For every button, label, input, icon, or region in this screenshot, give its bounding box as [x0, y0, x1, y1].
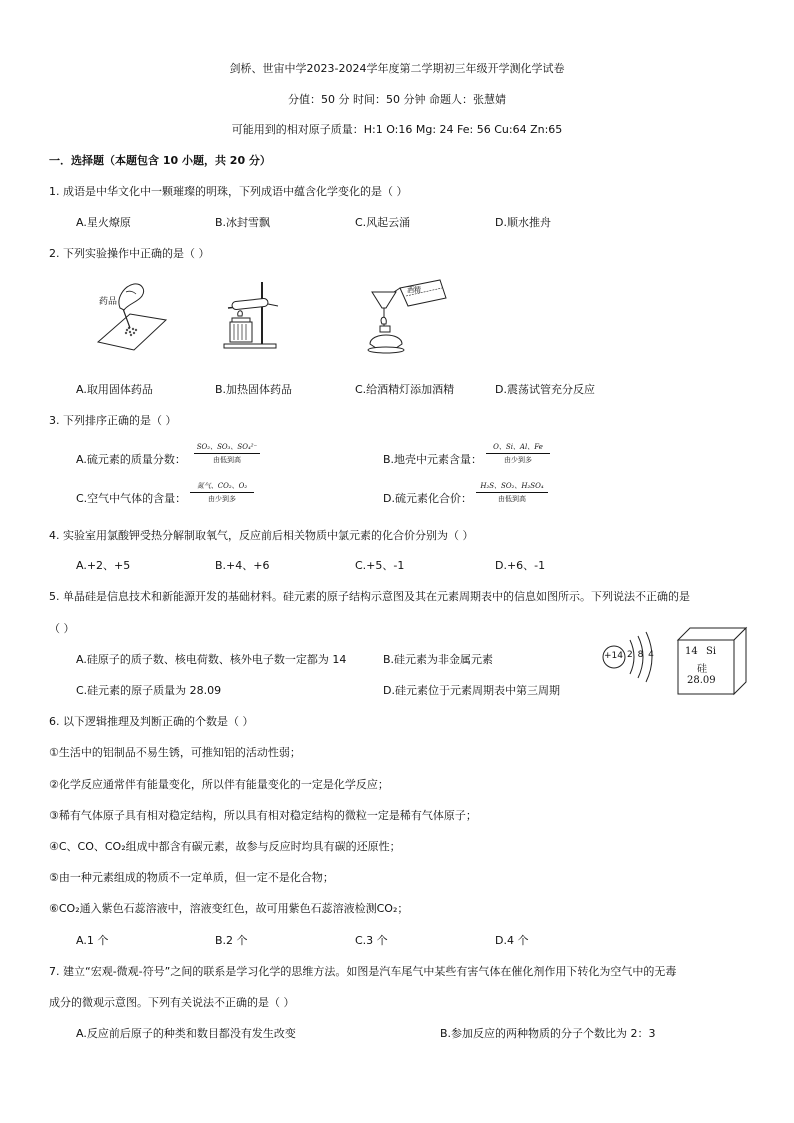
atom-nucleus: +14	[604, 651, 623, 661]
q7-option-a[interactable]: A.反应前后原子的种类和数目都没有发生改变	[76, 1027, 296, 1040]
q6-option-b[interactable]: B.2 个	[215, 934, 248, 947]
q6-item-5: ⑤由一种元素组成的物质不一定单质，但一定不是化合物；	[49, 871, 334, 884]
element-name: 硅	[697, 664, 707, 675]
q7-option-b[interactable]: B.参加反应的两种物质的分子个数比为 2：3	[440, 1027, 656, 1040]
q3-d-top: H₂S、SO₂、H₂SO₄	[480, 482, 544, 490]
element-mass: 28.09	[687, 675, 716, 686]
element-number: 14	[685, 646, 698, 657]
question-5-stem-1: 5. 单晶硅是信息技术和新能源开发的基础材料。硅元素的原子结构示意图及其在元素周期表中的信息如图所示。下列说法不正确的是	[49, 590, 690, 603]
exam-meta: 分值：50 分 时间：50 分钟 命题人：张慧婧	[288, 93, 506, 106]
q6-item-3: ③稀有气体原子具有相对稳定结构，所以具有相对稳定结构的微粒一定是稀有气体原子；	[49, 809, 477, 822]
q3-b-top: O、Si、Al、Fe	[493, 443, 543, 451]
q6-option-d[interactable]: D.4 个	[495, 934, 529, 947]
q4-option-d[interactable]: D.+6、-1	[495, 559, 546, 572]
q6-option-c[interactable]: C.3 个	[355, 934, 388, 947]
heating-setup-image	[218, 280, 288, 350]
question-5-stem-2: （ ）	[49, 622, 75, 635]
q3-c-top: 氮气、CO₂、O₂	[196, 482, 248, 490]
question-1-stem: 1. 成语是中华文化中一颗璀璨的明珠，下列成语中蕴含化学变化的是（ ）	[49, 185, 408, 198]
q3-a-bot: 由低到高	[213, 456, 241, 464]
q1-option-c[interactable]: C.风起云涌	[355, 216, 411, 229]
q3-option-d[interactable]: D.硫元素化合价：	[383, 492, 472, 505]
question-4-stem: 4. 实验室用氯酸钾受热分解制取氧气，反应前后相关物质中氯元素的化合价分别为（ ）	[49, 529, 474, 542]
question-7-stem-1: 7. 建立“宏观-微观-符号”之间的联系是学习化学的思维方法。如图是汽车尾气中某些有害气体在催化剂作用下转化为空气中的无毒	[49, 965, 677, 978]
solid-reagent-image	[90, 280, 180, 355]
q5-option-a[interactable]: A.硅原子的质子数、核电荷数、核外电子数一定都为 14	[76, 653, 347, 666]
q4-option-c[interactable]: C.+5、-1	[355, 559, 405, 572]
q5-option-d[interactable]: D.硅元素位于元素周期表中第三周期	[383, 684, 560, 697]
atomic-masses: 可能用到的相对原子质量：H:1 O:16 Mg: 24 Fe: 56 Cu:64 Zn:65	[231, 123, 563, 136]
q6-item-6: ⑥CO₂通入紫色石蕊溶液中，溶液变红色，故可用紫色石蕊溶液检测CO₂；	[49, 902, 409, 915]
q6-item-1: ①生活中的铝制品不易生锈，可推知铝的活动性弱；	[49, 746, 301, 759]
exam-title: 剑桥、世宙中学2023-2024学年度第二学期初三年级开学测化学试卷	[229, 62, 565, 75]
q2-option-d[interactable]: D.震荡试管充分反应	[495, 383, 595, 396]
q3-option-c[interactable]: C.空气中气体的含量：	[76, 492, 187, 505]
q3-option-b[interactable]: B.地壳中元素含量：	[383, 453, 483, 466]
q3-option-a[interactable]: A.硫元素的质量分数：	[76, 453, 186, 466]
q1-option-b[interactable]: B.冰封雪飘	[215, 216, 271, 229]
q1-option-a[interactable]: A.星火燎原	[76, 216, 131, 229]
q2-option-c[interactable]: C.给酒精灯添加酒精	[355, 383, 455, 396]
q3-a-top: SO₂、SO₃、SO₄²⁻	[196, 443, 258, 451]
q3-a-order	[194, 442, 260, 465]
element-symbol: Si	[706, 646, 717, 657]
q1-option-d[interactable]: D.顺水推舟	[495, 216, 551, 229]
q4-option-b[interactable]: B.+4、+6	[215, 559, 270, 572]
q4-option-a[interactable]: A.+2、+5	[76, 559, 131, 572]
q3-c-order	[190, 481, 254, 504]
q2-option-a[interactable]: A.取用固体药品	[76, 383, 153, 396]
q6-option-a[interactable]: A.1 个	[76, 934, 109, 947]
question-3-stem: 3. 下列排序正确的是（ ）	[49, 414, 177, 427]
q3-d-order	[476, 481, 548, 504]
q6-item-2: ②化学反应通常伴有能量变化，所以伴有能量变化的一定是化学反应；	[49, 778, 389, 791]
q3-d-bot: 由低到高	[498, 495, 526, 503]
question-6-stem: 6. 以下逻辑推理及判断正确的个数是（ ）	[49, 715, 254, 728]
q2-option-b[interactable]: B.加热固体药品	[215, 383, 293, 396]
q5-option-c[interactable]: C.硅元素的原子质量为 28.09	[76, 684, 222, 697]
atom-shells: 2 8 4	[627, 650, 655, 660]
img-c-label: 酒精	[407, 286, 421, 294]
q6-item-4: ④C、CO、CO₂组成中都含有碳元素，故参与反应时均具有碳的还原性；	[49, 840, 401, 853]
question-2-stem: 2. 下列实验操作中正确的是（ ）	[49, 247, 210, 260]
q3-b-order	[486, 442, 550, 465]
section-title: 一．选择题（本题包含 10 小题，共 20 分）	[49, 154, 271, 167]
q3-b-bot: 由少到多	[504, 456, 532, 464]
q5-option-b[interactable]: B.硅元素为非金属元素	[383, 653, 494, 666]
img-a-label: 药品	[99, 297, 118, 307]
question-7-stem-2: 成分的微观示意图。下列有关说法不正确的是（ ）	[49, 996, 295, 1009]
q3-c-bot: 由少到多	[208, 495, 236, 503]
